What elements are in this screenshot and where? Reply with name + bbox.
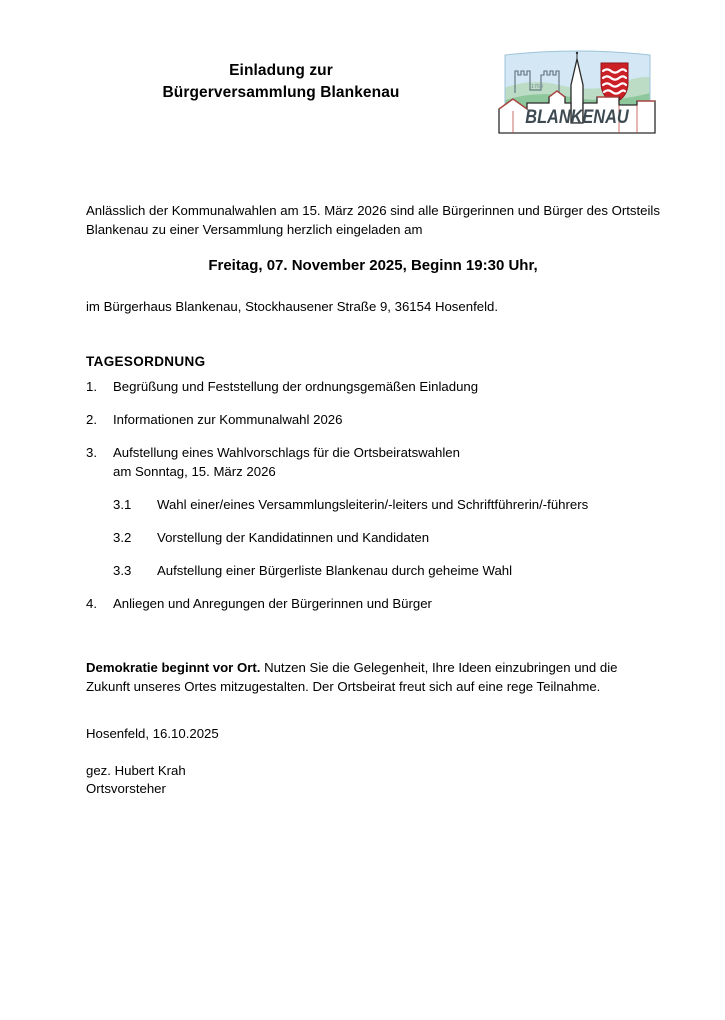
agenda-list — [86, 377, 660, 627]
agenda-subitem-number: 3.2 — [113, 530, 132, 545]
agenda-item-text: Anliegen und Anregungen der Bürgerinnen und Bürger — [113, 596, 432, 611]
agenda-subitem-text: Wahl einer/eines Versammlungsleiterin/-leiters und Schriftführerin/-führers — [157, 497, 589, 512]
agenda-item — [86, 377, 660, 396]
page-title-line-2: Bürgerversammlung Blankenau — [162, 84, 400, 101]
castle-year-label: 1760 — [530, 84, 544, 90]
agenda-subitem — [86, 495, 660, 514]
agenda-item — [86, 594, 660, 613]
agenda-heading: TAGESORDNUNG — [86, 354, 206, 370]
intro-paragraph: Anlässlich der Kommunalwahlen am 15. März 2026 sind alle Bürgerinnen und Bürger des Ortsteils Blankenau zu einer Versammlung herzlich eingeladen am — [86, 203, 660, 238]
agenda-subitem-group — [86, 495, 660, 580]
agenda-item-text: Informationen zur Kommunalwahl 2026 — [113, 412, 343, 427]
agenda-item-text-line-2: am Sonntag, 15. März 2026 — [113, 464, 276, 479]
event-date-line: Freitag, 07. November 2025, Beginn 19:30 Uhr, — [208, 257, 538, 274]
signature-role: Ortsvorsteher — [86, 781, 166, 796]
signature-name: gez. Hubert Krah — [86, 763, 186, 778]
closing-lead-bold: Demokratie beginnt vor Ort. — [86, 660, 261, 676]
agenda-item-number: 4. — [86, 596, 97, 611]
closing-paragraph — [86, 658, 654, 696]
agenda-item-number: 3. — [86, 445, 97, 460]
page-title — [86, 60, 476, 104]
agenda-item — [86, 443, 660, 481]
page-title-line-1: Einladung zur — [229, 62, 333, 79]
blankenau-logo — [497, 45, 658, 134]
agenda-subitem — [86, 561, 660, 580]
agenda-item-number: 2. — [86, 412, 97, 427]
agenda-subitem-text: Vorstellung der Kandidatinnen und Kandidaten — [157, 530, 430, 545]
agenda-item — [86, 410, 660, 429]
agenda-subitem — [86, 528, 660, 547]
signature-block — [86, 762, 186, 798]
agenda-item-text: Begrüßung und Feststellung der ordnungsgemäßen Einladung — [113, 379, 479, 394]
logo-wordmark: BLANKENAU — [525, 105, 629, 128]
agenda-subitem-text: Aufstellung einer Bürgerliste Blankenau durch geheime Wahl — [157, 563, 513, 578]
agenda-item-number: 1. — [86, 379, 97, 394]
closing-rest-text: Nutzen Sie die Gelegenheit, Ihre Ideen einzubringen und die Zukunft unseres Ortes mitzugestalten. Der Ortsbeirat freut sich auf eine rege Teilnahme. — [86, 660, 618, 695]
place-and-date: Hosenfeld, 16.10.2025 — [86, 726, 219, 742]
agenda-item-text: Aufstellung eines Wahlvorschlags für die Ortsbeiratswahlen — [113, 445, 460, 460]
agenda-subitem-number: 3.1 — [113, 497, 132, 512]
document-header — [0, 0, 725, 150]
agenda-subitem-number: 3.3 — [113, 563, 132, 578]
event-venue-line: im Bürgerhaus Blankenau, Stockhausener Straße 9, 36154 Hosenfeld. — [86, 299, 498, 315]
